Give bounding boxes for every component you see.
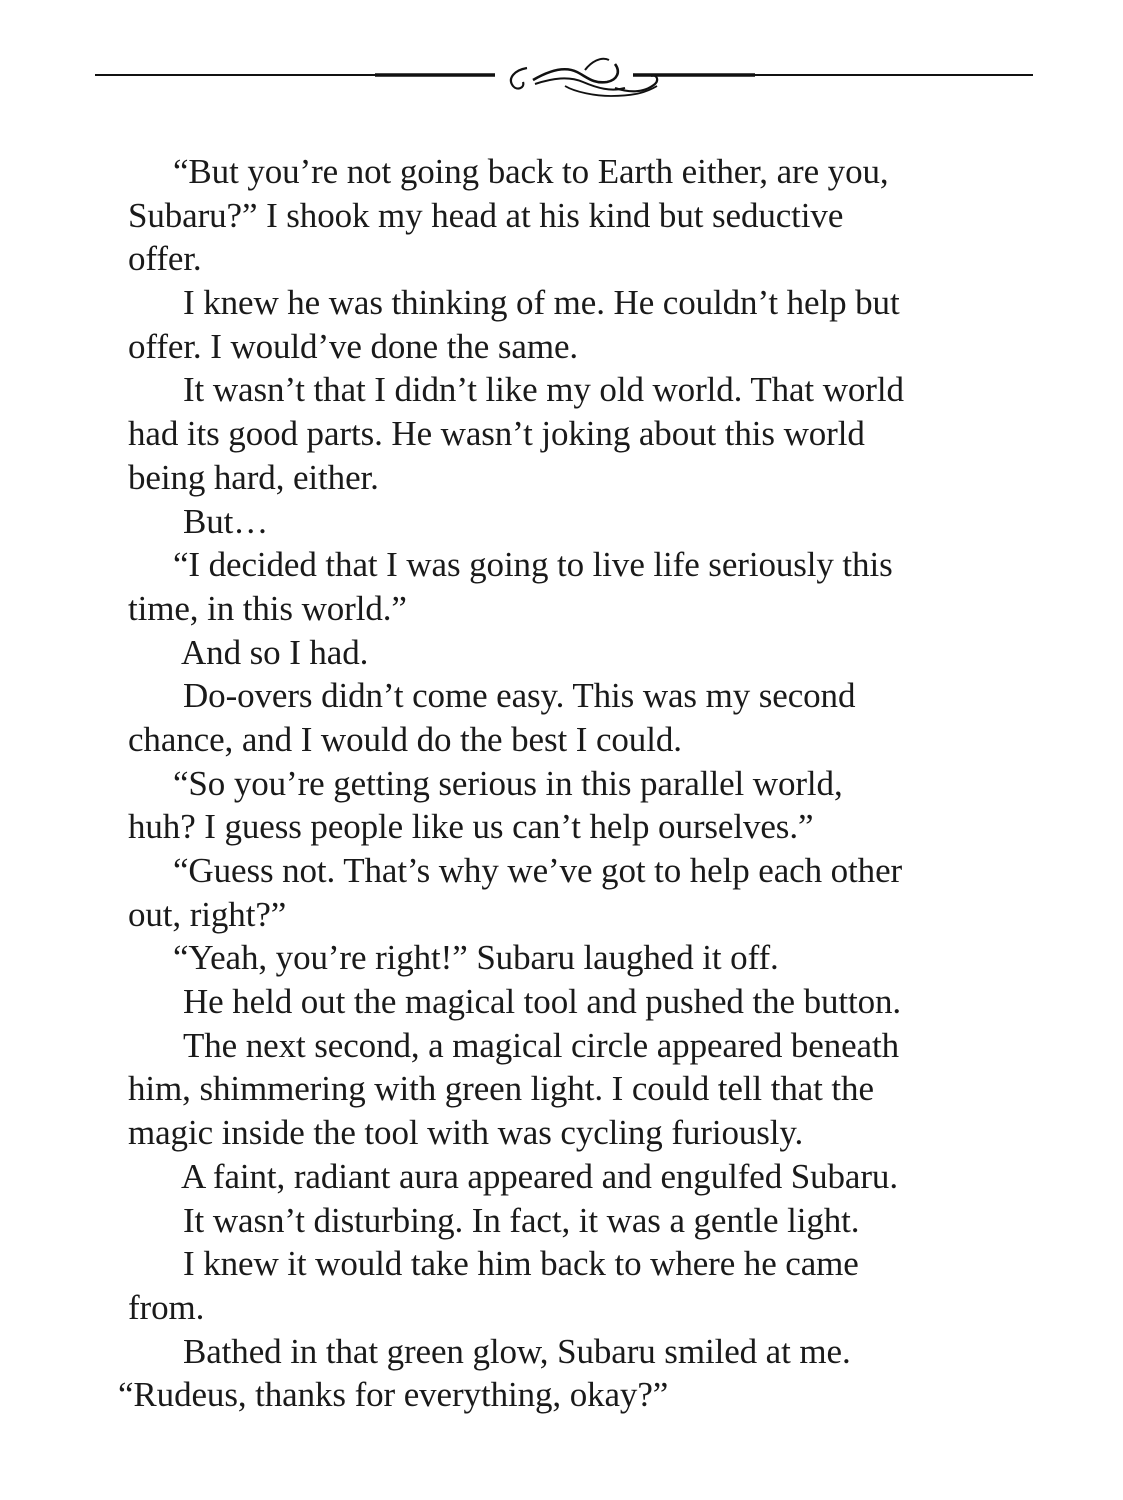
text-line: And so I had. <box>181 632 369 672</box>
text-line: He held out the magical tool and pushed the button. <box>183 982 902 1022</box>
text-line: “So you’re getting serious in this parallel world, <box>173 763 843 803</box>
text-line: “Yeah, you’re right!” Subaru laughed it off. <box>173 938 779 978</box>
text-line: had its good parts. He wasn’t joking about this world <box>128 414 865 454</box>
text-line: Subaru?” I shook my head at his kind but seductive <box>128 195 844 235</box>
text-line: being hard, either. <box>128 457 379 497</box>
text-line: him, shimmering with green light. I could tell that the <box>128 1069 874 1109</box>
text-line: The next second, a magical circle appeared beneath <box>183 1025 900 1065</box>
text-line: chance, and I would do the best I could. <box>128 719 682 759</box>
text-line: I knew it would take him back to where he came <box>183 1244 859 1284</box>
text-line: “But you’re not going back to Earth either, are you, <box>173 152 889 191</box>
text-line: It wasn’t that I didn’t like my old world. That world <box>183 370 904 410</box>
page-body <box>118 150 988 1417</box>
text-line: offer. I would’ve done the same. <box>128 326 579 366</box>
text-line: huh? I guess people like us can’t help ourselves.” <box>128 807 814 847</box>
text-line: It wasn’t disturbing. In fact, it was a gentle light. <box>183 1200 860 1240</box>
text-line: from. <box>128 1287 205 1327</box>
text-line: A faint, radiant aura appeared and engulfed Subaru. <box>181 1156 898 1196</box>
text-line: I knew he was thinking of me. He couldn’t help but <box>183 283 900 323</box>
text-line: “I decided that I was going to live life seriously this <box>173 545 893 585</box>
text-line: time, in this world.” <box>128 588 407 628</box>
text-line: “Rudeus, thanks for everything, okay?” <box>118 1375 669 1415</box>
text-line: Do-overs didn’t come easy. This was my second <box>183 676 856 716</box>
text-line: out, right?” <box>128 894 287 934</box>
text-line: offer. <box>128 239 202 279</box>
text-line: “Guess not. That’s why we’ve got to help each other <box>173 851 903 890</box>
text-line: But… <box>183 501 269 541</box>
text-line: Bathed in that green glow, Subaru smiled at me. <box>183 1331 851 1371</box>
flourish-divider-icon <box>95 48 1033 108</box>
text-line: magic inside the tool with was cycling furiously. <box>128 1113 804 1153</box>
